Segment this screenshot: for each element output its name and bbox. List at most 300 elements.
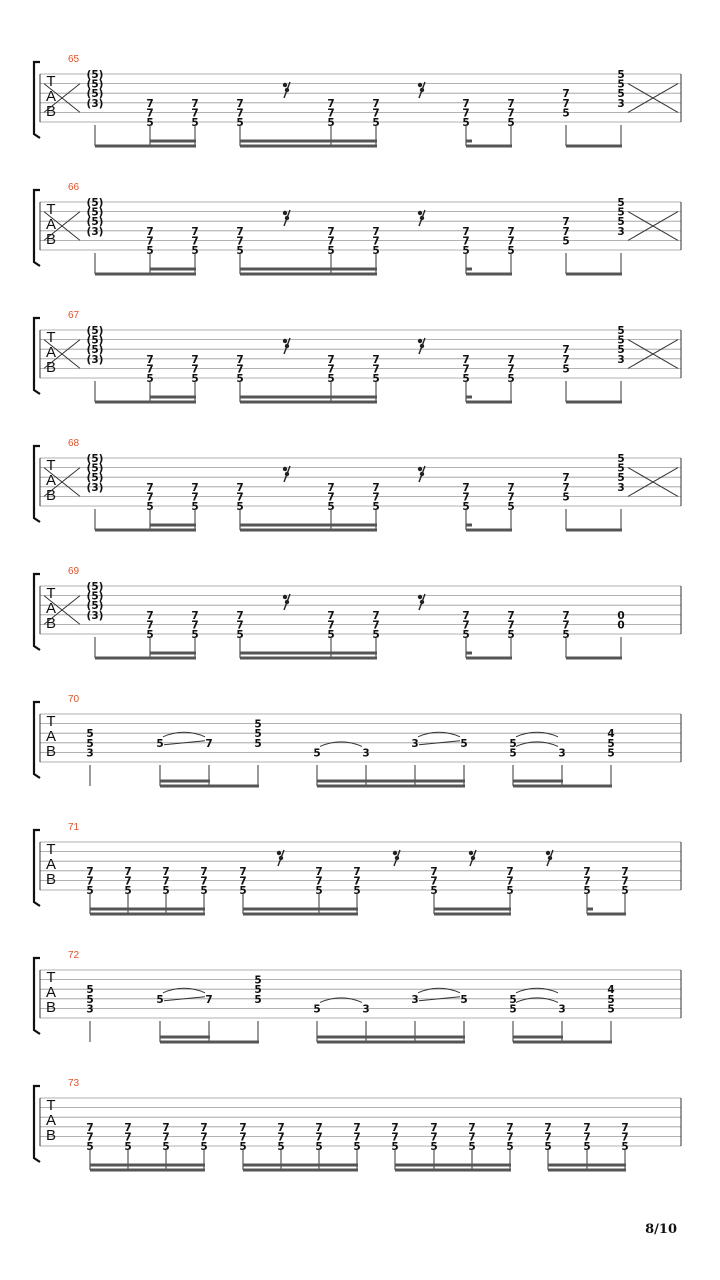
fret-number: 4 (607, 984, 615, 997)
fret-number: 5 (236, 245, 244, 257)
fret-number: 7 (236, 353, 244, 366)
fret-number: 7 (372, 481, 380, 494)
tab-clef-letter: A (45, 856, 57, 873)
fret-number: 5 (509, 993, 517, 1006)
note-beam (95, 145, 196, 148)
fret-number: 7 (507, 225, 515, 238)
tab-clef-letter: A (45, 600, 57, 617)
note-beam (566, 657, 622, 660)
fret-number: 7 (124, 875, 132, 888)
system-bracket (34, 62, 40, 138)
fret-number: 7 (462, 481, 470, 494)
fret-number: (3) (86, 97, 104, 110)
fret-number: 7 (353, 865, 361, 878)
rest-dot (393, 851, 397, 855)
note-beam (513, 1041, 612, 1044)
fret-number: 7 (146, 609, 154, 622)
fret-number: 5 (460, 737, 468, 750)
fret-number: 7 (146, 97, 154, 110)
fret-number: 5 (430, 1141, 438, 1153)
fret-number: 5 (372, 373, 380, 385)
fret-number: 5 (191, 373, 199, 385)
fret-number: 5 (607, 993, 615, 1006)
fret-number: 7 (430, 1121, 438, 1134)
tab-clef-letter: T (46, 329, 56, 346)
fret-number: 7 (205, 993, 213, 1006)
fret-number: 5 (607, 737, 615, 750)
fret-number: 5 (86, 984, 94, 997)
system-bracket (34, 574, 40, 650)
fret-number: 7 (327, 619, 335, 632)
fret-number: 7 (191, 491, 199, 504)
fret-number: 7 (372, 363, 380, 376)
note-beam (587, 913, 626, 916)
fret-number: 7 (621, 1131, 629, 1144)
fret-number: (5) (86, 69, 104, 81)
fret-number: (5) (86, 78, 104, 91)
fret-number: 7 (191, 363, 199, 376)
fret-number: 7 (583, 865, 591, 878)
note-beam (240, 529, 377, 532)
fret-number: 5 (462, 629, 470, 641)
fret-number: 7 (146, 235, 154, 248)
fret-number: 7 (277, 1121, 285, 1134)
fret-number: 7 (372, 609, 380, 622)
note-beam (243, 1169, 358, 1172)
fret-number: 5 (236, 373, 244, 385)
fret-number: 7 (391, 1131, 399, 1144)
fret-number: 5 (462, 501, 470, 513)
measure-number: 66 (68, 182, 80, 193)
fret-number: 7 (562, 609, 570, 622)
fret-number: 5 (617, 197, 625, 209)
fret-number: 5 (236, 117, 244, 129)
rest-dot (420, 88, 424, 92)
fret-number: 7 (205, 737, 213, 750)
fret-number: (5) (86, 325, 104, 337)
fret-number: 7 (583, 1131, 591, 1144)
fret-number: 5 (239, 885, 247, 897)
fret-number: 7 (353, 1121, 361, 1134)
fret-number: 7 (327, 481, 335, 494)
measure-number: 67 (68, 310, 80, 321)
fret-number: 5 (617, 216, 625, 229)
fret-number: 7 (372, 491, 380, 504)
fret-number: 7 (507, 97, 515, 110)
fret-number: 5 (191, 245, 199, 257)
fret-number: 5 (509, 1003, 517, 1016)
fret-number: 5 (372, 245, 380, 257)
fret-number: 5 (617, 325, 625, 337)
rest-dot (420, 216, 424, 220)
fret-number: 7 (162, 1121, 170, 1134)
note-beam (513, 785, 612, 788)
fret-number: 7 (146, 491, 154, 504)
fret-number: 5 (254, 993, 262, 1006)
note-beam (95, 657, 196, 660)
fret-number: 5 (156, 993, 164, 1006)
note-beam (243, 908, 358, 911)
fret-number: 5 (86, 737, 94, 750)
fret-number: 5 (315, 885, 323, 897)
fret-number: (3) (86, 609, 104, 622)
fret-number: 7 (191, 107, 199, 120)
note-beam (395, 1169, 511, 1172)
fret-number: 7 (507, 491, 515, 504)
fret-number: 7 (372, 353, 380, 366)
fret-number: 7 (200, 875, 208, 888)
fret-number: 7 (236, 107, 244, 120)
fret-number: 5 (200, 1141, 208, 1153)
fret-number: 5 (327, 117, 335, 129)
staff-system (34, 438, 681, 532)
fret-number: 5 (462, 373, 470, 385)
rest-dot (548, 856, 552, 860)
fret-number: 5 (254, 718, 262, 731)
fret-number: 7 (462, 619, 470, 632)
fret-number: 5 (254, 974, 262, 987)
fret-number: 5 (506, 885, 514, 897)
note-beam (240, 524, 377, 527)
fret-number: 7 (86, 1121, 94, 1134)
tab-clef-letter: B (45, 487, 57, 504)
measure-number: 65 (68, 54, 80, 65)
system-bracket (34, 958, 40, 1034)
fret-number: 5 (391, 1141, 399, 1153)
fret-number: 7 (315, 875, 323, 888)
rest-dot (283, 83, 287, 87)
fret-number: 5 (124, 1141, 132, 1153)
fret-number: (5) (86, 462, 104, 475)
fret-number: 7 (86, 1131, 94, 1144)
fret-number: 5 (617, 462, 625, 475)
fret-number: 5 (239, 1141, 247, 1153)
fret-number: 5 (353, 1141, 361, 1153)
tab-clef-letter: T (46, 1097, 56, 1114)
fret-number: 5 (460, 993, 468, 1006)
fret-number: 7 (236, 225, 244, 238)
note-beam (90, 913, 205, 916)
fret-number: 3 (362, 747, 370, 760)
fret-number: 5 (236, 501, 244, 513)
fret-number: 7 (236, 619, 244, 632)
fret-number: 7 (191, 481, 199, 494)
fret-number: 7 (86, 875, 94, 888)
fret-number: 7 (124, 1131, 132, 1144)
fret-number: (5) (86, 344, 104, 357)
note-beam (240, 140, 377, 143)
fret-number: 5 (353, 885, 361, 897)
fret-number: (3) (86, 481, 104, 494)
fret-number: 5 (506, 1141, 514, 1153)
fret-number: (3) (86, 225, 104, 238)
fret-number: 7 (191, 225, 199, 238)
fret-number: 7 (239, 1131, 247, 1144)
fret-number: 7 (372, 97, 380, 110)
fret-number: 5 (372, 117, 380, 129)
fret-number: 7 (507, 619, 515, 632)
note-beam (160, 1036, 210, 1039)
fret-number: 7 (146, 353, 154, 366)
fret-number: 5 (191, 501, 199, 513)
system-bracket (34, 702, 40, 778)
rest-dot (418, 467, 422, 471)
fret-number: 7 (430, 865, 438, 878)
fret-number: 7 (327, 363, 335, 376)
fret-number: (5) (86, 581, 104, 593)
rest-dot (277, 851, 281, 855)
fret-number: 7 (462, 363, 470, 376)
rest-dot (285, 88, 289, 92)
staff-system (34, 1078, 681, 1172)
note-beam (317, 780, 465, 783)
fret-number: 7 (462, 107, 470, 120)
fret-number: 7 (621, 865, 629, 878)
fret-number: 5 (562, 107, 570, 120)
fret-number: 7 (462, 609, 470, 622)
fret-number: 5 (86, 728, 94, 741)
fret-number: 3 (617, 481, 625, 494)
rest-dot (418, 339, 422, 343)
note-beam (90, 1164, 205, 1167)
fret-number: 7 (327, 491, 335, 504)
rest-dot (283, 339, 287, 343)
tab-clef-letter: B (45, 1127, 57, 1144)
note-beam (466, 396, 472, 399)
note-beam (240, 401, 377, 404)
fret-number: 7 (200, 1121, 208, 1134)
fret-number: 0 (617, 609, 625, 622)
note-beam (466, 524, 472, 527)
fret-number: 7 (146, 225, 154, 238)
fret-number: 7 (544, 1121, 552, 1134)
note-beam (566, 401, 622, 404)
fret-number: 3 (411, 737, 419, 750)
fret-number: 7 (430, 875, 438, 888)
system-bracket (34, 446, 40, 522)
rest-dot (279, 856, 283, 860)
note-beam (434, 908, 511, 911)
fret-number: 5 (86, 1141, 94, 1153)
fret-number: 5 (254, 728, 262, 741)
fret-number: 7 (462, 97, 470, 110)
note-beam (95, 273, 196, 276)
note-beam (466, 268, 472, 271)
fret-number: 5 (617, 472, 625, 485)
note-beam (90, 1169, 205, 1172)
tab-clef-letter: B (45, 615, 57, 632)
fret-number: 5 (621, 1141, 629, 1153)
fret-number: 7 (327, 225, 335, 238)
staff-system (34, 694, 681, 788)
note-beam (160, 785, 259, 788)
fret-number: 5 (191, 117, 199, 129)
staff-system (34, 310, 681, 404)
fret-number: 5 (617, 334, 625, 347)
note-beam (150, 396, 196, 399)
fret-number: 7 (327, 107, 335, 120)
fret-number: 3 (617, 97, 625, 110)
fret-number: 5 (617, 344, 625, 357)
tab-clef-letter: B (45, 231, 57, 248)
fret-number: 7 (239, 875, 247, 888)
fret-number: (5) (86, 197, 104, 209)
fret-number: 7 (372, 235, 380, 248)
fret-number: 7 (146, 481, 154, 494)
system-bracket (34, 318, 40, 394)
fret-number: 5 (327, 629, 335, 641)
measure-number: 73 (68, 1078, 80, 1089)
note-beam (587, 908, 593, 911)
note-beam (466, 140, 472, 143)
note-beam (395, 1164, 511, 1167)
fret-number: 5 (372, 629, 380, 641)
page-number: 8/10 (645, 1222, 677, 1237)
note-beam (95, 401, 196, 404)
fret-number: 7 (327, 97, 335, 110)
measure-number: 70 (68, 694, 80, 705)
fret-number: 7 (239, 1121, 247, 1134)
note-beam (566, 529, 622, 532)
fret-number: 7 (507, 353, 515, 366)
fret-number: 5 (156, 737, 164, 750)
fret-number: 7 (162, 1131, 170, 1144)
fret-number: 7 (124, 1121, 132, 1134)
rest-dot (283, 211, 287, 215)
fret-number: 5 (146, 373, 154, 385)
fret-number: 7 (562, 88, 570, 101)
note-beam (150, 140, 196, 143)
fret-number: 7 (353, 1131, 361, 1144)
tab-clef-letter: A (45, 88, 57, 105)
staff-system (34, 566, 681, 660)
rest-dot (420, 472, 424, 476)
fret-number: 7 (507, 363, 515, 376)
rest-dot (471, 856, 475, 860)
fret-number: 5 (617, 453, 625, 465)
fret-number: 5 (617, 78, 625, 91)
rest-dot (395, 856, 399, 860)
note-beam (548, 1169, 626, 1172)
fret-number: 5 (327, 501, 335, 513)
fret-number: 3 (86, 1003, 94, 1016)
note-beam (95, 529, 196, 532)
fret-number: 7 (562, 216, 570, 229)
fret-number: 5 (313, 747, 321, 760)
tab-clef-letter: A (45, 984, 57, 1001)
fret-number: (5) (86, 206, 104, 219)
fret-number: 5 (562, 363, 570, 376)
note-beam (466, 529, 512, 532)
note-beam (240, 396, 377, 399)
fret-number: 7 (146, 107, 154, 120)
fret-number: (5) (86, 472, 104, 485)
tab-clef-letter: B (45, 103, 57, 120)
tab-clef-letter: A (45, 728, 57, 745)
fret-number: 5 (327, 373, 335, 385)
fret-number: 5 (462, 117, 470, 129)
fret-number: 3 (617, 225, 625, 238)
fret-number: 7 (562, 344, 570, 357)
note-beam (150, 524, 196, 527)
fret-number: 7 (468, 1121, 476, 1134)
fret-number: 7 (462, 353, 470, 366)
measure-number: 72 (68, 950, 80, 961)
fret-number: 5 (313, 1003, 321, 1016)
fret-number: 5 (617, 69, 625, 81)
fret-number: 5 (617, 88, 625, 101)
fret-number: 7 (506, 1121, 514, 1134)
note-beam (160, 1041, 259, 1044)
note-beam (466, 145, 512, 148)
fret-number: (5) (86, 590, 104, 603)
fret-number: 5 (607, 747, 615, 760)
fret-number: 5 (162, 1141, 170, 1153)
fret-number: 7 (146, 619, 154, 632)
fret-number: 4 (607, 728, 615, 741)
note-beam (466, 657, 512, 660)
fret-number: 5 (507, 373, 515, 385)
fret-number: 3 (362, 1003, 370, 1016)
note-beam (513, 780, 563, 783)
fret-number: 7 (583, 875, 591, 888)
note-beam (240, 652, 377, 655)
fret-number: 7 (562, 353, 570, 366)
tab-clef-letter: B (45, 743, 57, 760)
fret-number: 5 (544, 1141, 552, 1153)
tab-clef-letter: A (45, 216, 57, 233)
fret-number: 7 (277, 1131, 285, 1144)
staff-system (34, 950, 681, 1044)
fret-number: 5 (617, 206, 625, 219)
note-beam (466, 401, 512, 404)
tab-clef-letter: T (46, 457, 56, 474)
fret-number: 3 (558, 1003, 566, 1016)
tab-clef-letter: A (45, 344, 57, 361)
fret-number: 5 (236, 629, 244, 641)
fret-number: 7 (200, 865, 208, 878)
fret-number: (5) (86, 600, 104, 613)
note-beam (90, 908, 205, 911)
note-beam (466, 652, 472, 655)
fret-number: 7 (621, 875, 629, 888)
note-beam (160, 780, 210, 783)
fret-number: 7 (562, 97, 570, 110)
fret-number: 7 (372, 619, 380, 632)
fret-number: 7 (236, 363, 244, 376)
fret-number: 7 (315, 1121, 323, 1134)
fret-number: 7 (391, 1121, 399, 1134)
fret-number: 7 (468, 1131, 476, 1144)
fret-number: 5 (254, 737, 262, 750)
note-beam (317, 785, 465, 788)
fret-number: 7 (146, 363, 154, 376)
fret-number: 7 (562, 225, 570, 238)
measure-number: 71 (68, 822, 80, 833)
fret-number: 7 (506, 1131, 514, 1144)
rest-dot (283, 467, 287, 471)
note-beam (240, 657, 377, 660)
fret-number: 5 (327, 245, 335, 257)
fret-number: 5 (583, 885, 591, 897)
note-beam (150, 268, 196, 271)
fret-number: 7 (239, 865, 247, 878)
note-beam (513, 1036, 563, 1039)
fret-number: 5 (254, 984, 262, 997)
fret-number: 5 (507, 117, 515, 129)
fret-number: 5 (562, 491, 570, 504)
fret-number: 3 (411, 993, 419, 1006)
